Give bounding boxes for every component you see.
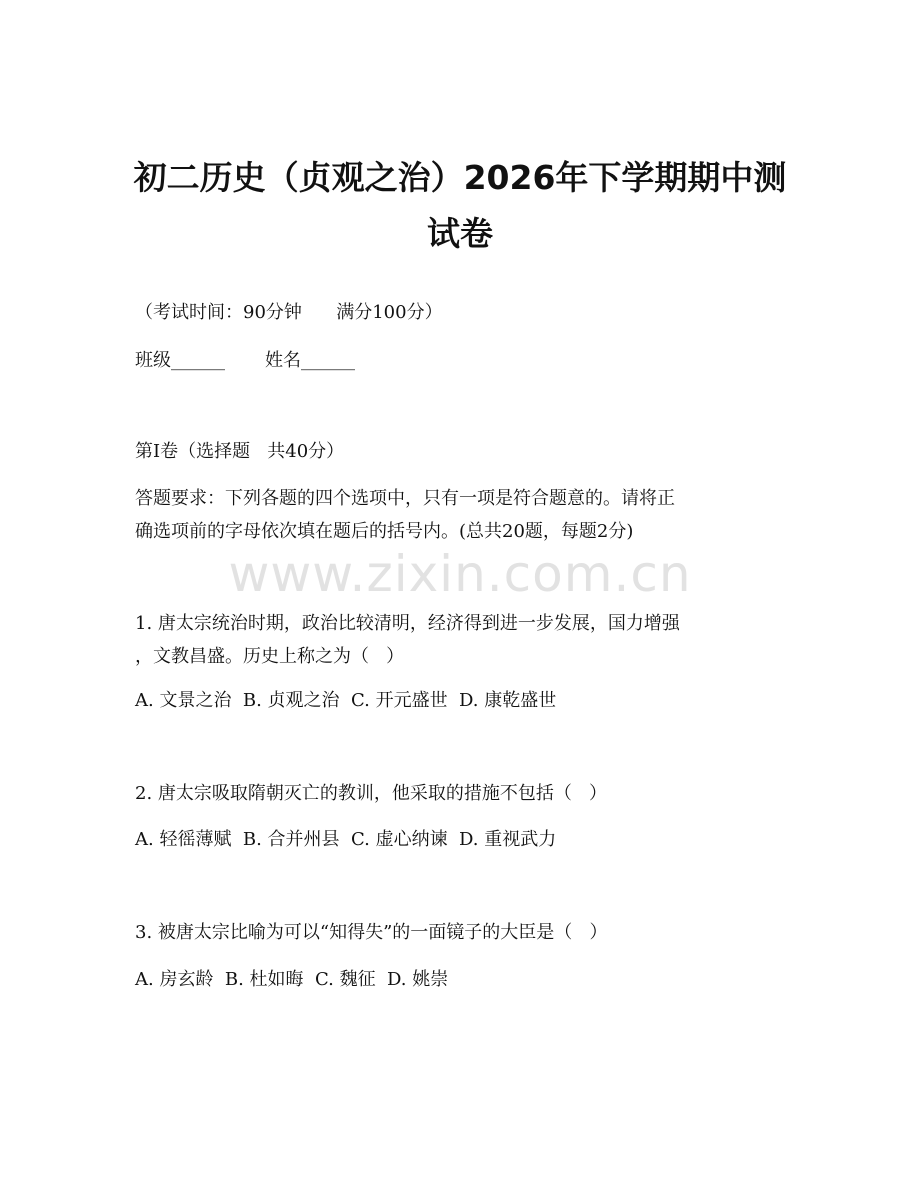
watermark: www.zixin.com.cn (228, 545, 692, 603)
question-1-stem-line-1: 1. 唐太宗统治时期，政治比较清明，经济得到进一步发展，国力增强 (135, 613, 680, 634)
section-instructions (135, 482, 785, 548)
title-line-1: 初二历史（贞观之治）2026年下学期期中测 (133, 158, 787, 197)
instructions-line-2: 确选项前的字母依次填在题后的括号内。(总共20题，每题2分) (135, 521, 634, 542)
question-1 (135, 607, 785, 673)
document-title (100, 150, 820, 262)
title-line-2: 试卷 (427, 214, 493, 253)
exam-info: （考试时间：90分钟 满分100分） (135, 302, 443, 323)
question-1-stem-line-2: ，文教昌盛。历史上称之为（ ） (135, 646, 405, 667)
question-2-stem: 2. 唐太宗吸取隋朝灭亡的教训，他采取的措施不包括（ ） (135, 783, 608, 804)
question-3-stem: 3. 被唐太宗比喻为可以“知得失”的一面镜子的大臣是（ ） (135, 922, 608, 943)
section-heading: 第Ⅰ卷（选择题 共40分） (135, 441, 345, 462)
question-1-options: A. 文景之治 B. 贞观之治 C. 开元盛世 D. 康乾盛世 (135, 690, 557, 711)
question-3-options: A. 房玄龄 B. 杜如晦 C. 魏征 D. 姚崇 (135, 969, 449, 990)
student-fields: 班级______ 姓名______ (135, 350, 356, 371)
instructions-line-1: 答题要求：下列各题的四个选项中，只有一项是符合题意的。请将正 (135, 488, 675, 509)
question-2-options: A. 轻徭薄赋 B. 合并州县 C. 虚心纳谏 D. 重视武力 (135, 829, 557, 850)
